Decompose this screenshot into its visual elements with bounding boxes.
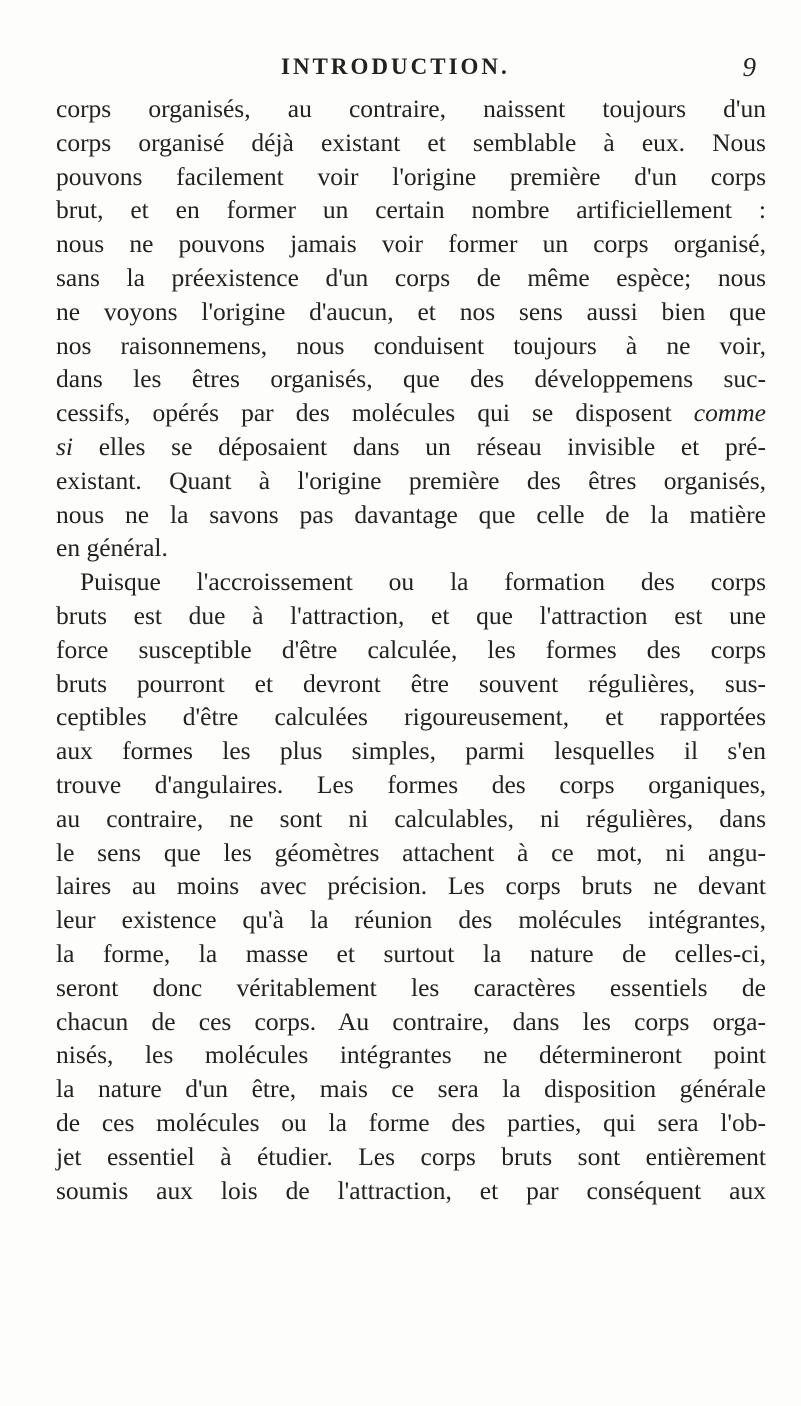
- text-line: la nature d'un être, mais ce sera la disposition générale: [56, 1074, 766, 1104]
- text-line: existant. Quant à l'origine première des êtres organisés,: [56, 465, 766, 495]
- text-line: seront donc véritablement les caractères essentiels de: [56, 972, 766, 1002]
- text-line: corps organisés, au contraire, naissent toujours d'un: [56, 94, 766, 123]
- text-line: force susceptible d'être calculée, les formes des corps: [56, 634, 766, 664]
- text-line: jet essentiel à étudier. Les corps bruts sont entièrement: [56, 1141, 766, 1171]
- text-line: nous ne la savons pas davantage que celle de la matière: [56, 499, 766, 529]
- body-text: [56, 92, 766, 1207]
- text-line: nisés, les molécules intégrantes ne détermineront point: [56, 1040, 766, 1070]
- text-line: bruts pourront et devront être souvent régulières, sus-: [56, 668, 766, 698]
- text-line: nous ne pouvons jamais voir former un corps organisé,: [56, 229, 766, 259]
- text-line: laires au moins avec précision. Les corps bruts ne devant: [56, 871, 766, 901]
- running-head: INTRODUCTION.: [281, 54, 510, 79]
- text-line: aux formes les plus simples, parmi lesquelles il s'en: [56, 736, 766, 766]
- paragraph-2: [56, 565, 766, 1207]
- italic-text: si: [56, 431, 74, 461]
- text-line: brut, et en former un certain nombre artificiellement :: [56, 195, 766, 225]
- text-line: trouve d'angulaires. Les formes des corps organiques,: [56, 769, 766, 799]
- text-line: pouvons facilement voir l'origine première d'un corps: [56, 161, 766, 191]
- text-segment: cessifs, opérés par des molécules qui se disposent: [56, 398, 694, 428]
- italic-text: comme: [693, 398, 766, 428]
- text-line: Puisque l'accroissement ou la formation des corps: [80, 567, 766, 597]
- page-header: [56, 52, 756, 86]
- text-line: corps organisé déjà existant et semblable à eux. Nous: [56, 127, 766, 157]
- text-line: leur existence qu'à la réunion des molécules intégrantes,: [56, 905, 766, 935]
- text-line: nos raisonnemens, nous conduisent toujours à ne voir,: [56, 330, 766, 360]
- text-line: bruts est due à l'attraction, et que l'attraction est une: [56, 600, 766, 630]
- text-line: de ces molécules ou la forme des parties, qui sera l'ob-: [56, 1107, 766, 1137]
- text-line: chacun de ces corps. Au contraire, dans les corps orga-: [56, 1006, 766, 1036]
- text-segment: elles se déposaient dans un réseau invisible et pré-: [73, 431, 766, 461]
- text-line: ne voyons l'origine d'aucun, et nos sens aussi bien que: [56, 296, 766, 326]
- text-line: ceptibles d'être calculées rigoureusement, et rapportées: [56, 702, 766, 732]
- text-line: sans la préexistence d'un corps de même espèce; nous: [56, 262, 766, 292]
- text-line: dans les êtres organisés, que des développemens suc-: [56, 364, 766, 394]
- text-line: en général.: [56, 533, 168, 563]
- text-line: soumis aux lois de l'attraction, et par conséquent aux: [56, 1175, 766, 1205]
- page-number: 9: [742, 52, 756, 82]
- text-line: le sens que les géomètres attachent à ce mot, ni angu-: [56, 837, 766, 867]
- text-line: au contraire, ne sont ni calculables, ni régulières, dans: [56, 803, 766, 833]
- text-line: la forme, la masse et surtout la nature de celles-ci,: [56, 938, 766, 968]
- paragraph-1: [56, 92, 766, 565]
- text-line: [56, 396, 766, 430]
- text-line: [56, 430, 766, 464]
